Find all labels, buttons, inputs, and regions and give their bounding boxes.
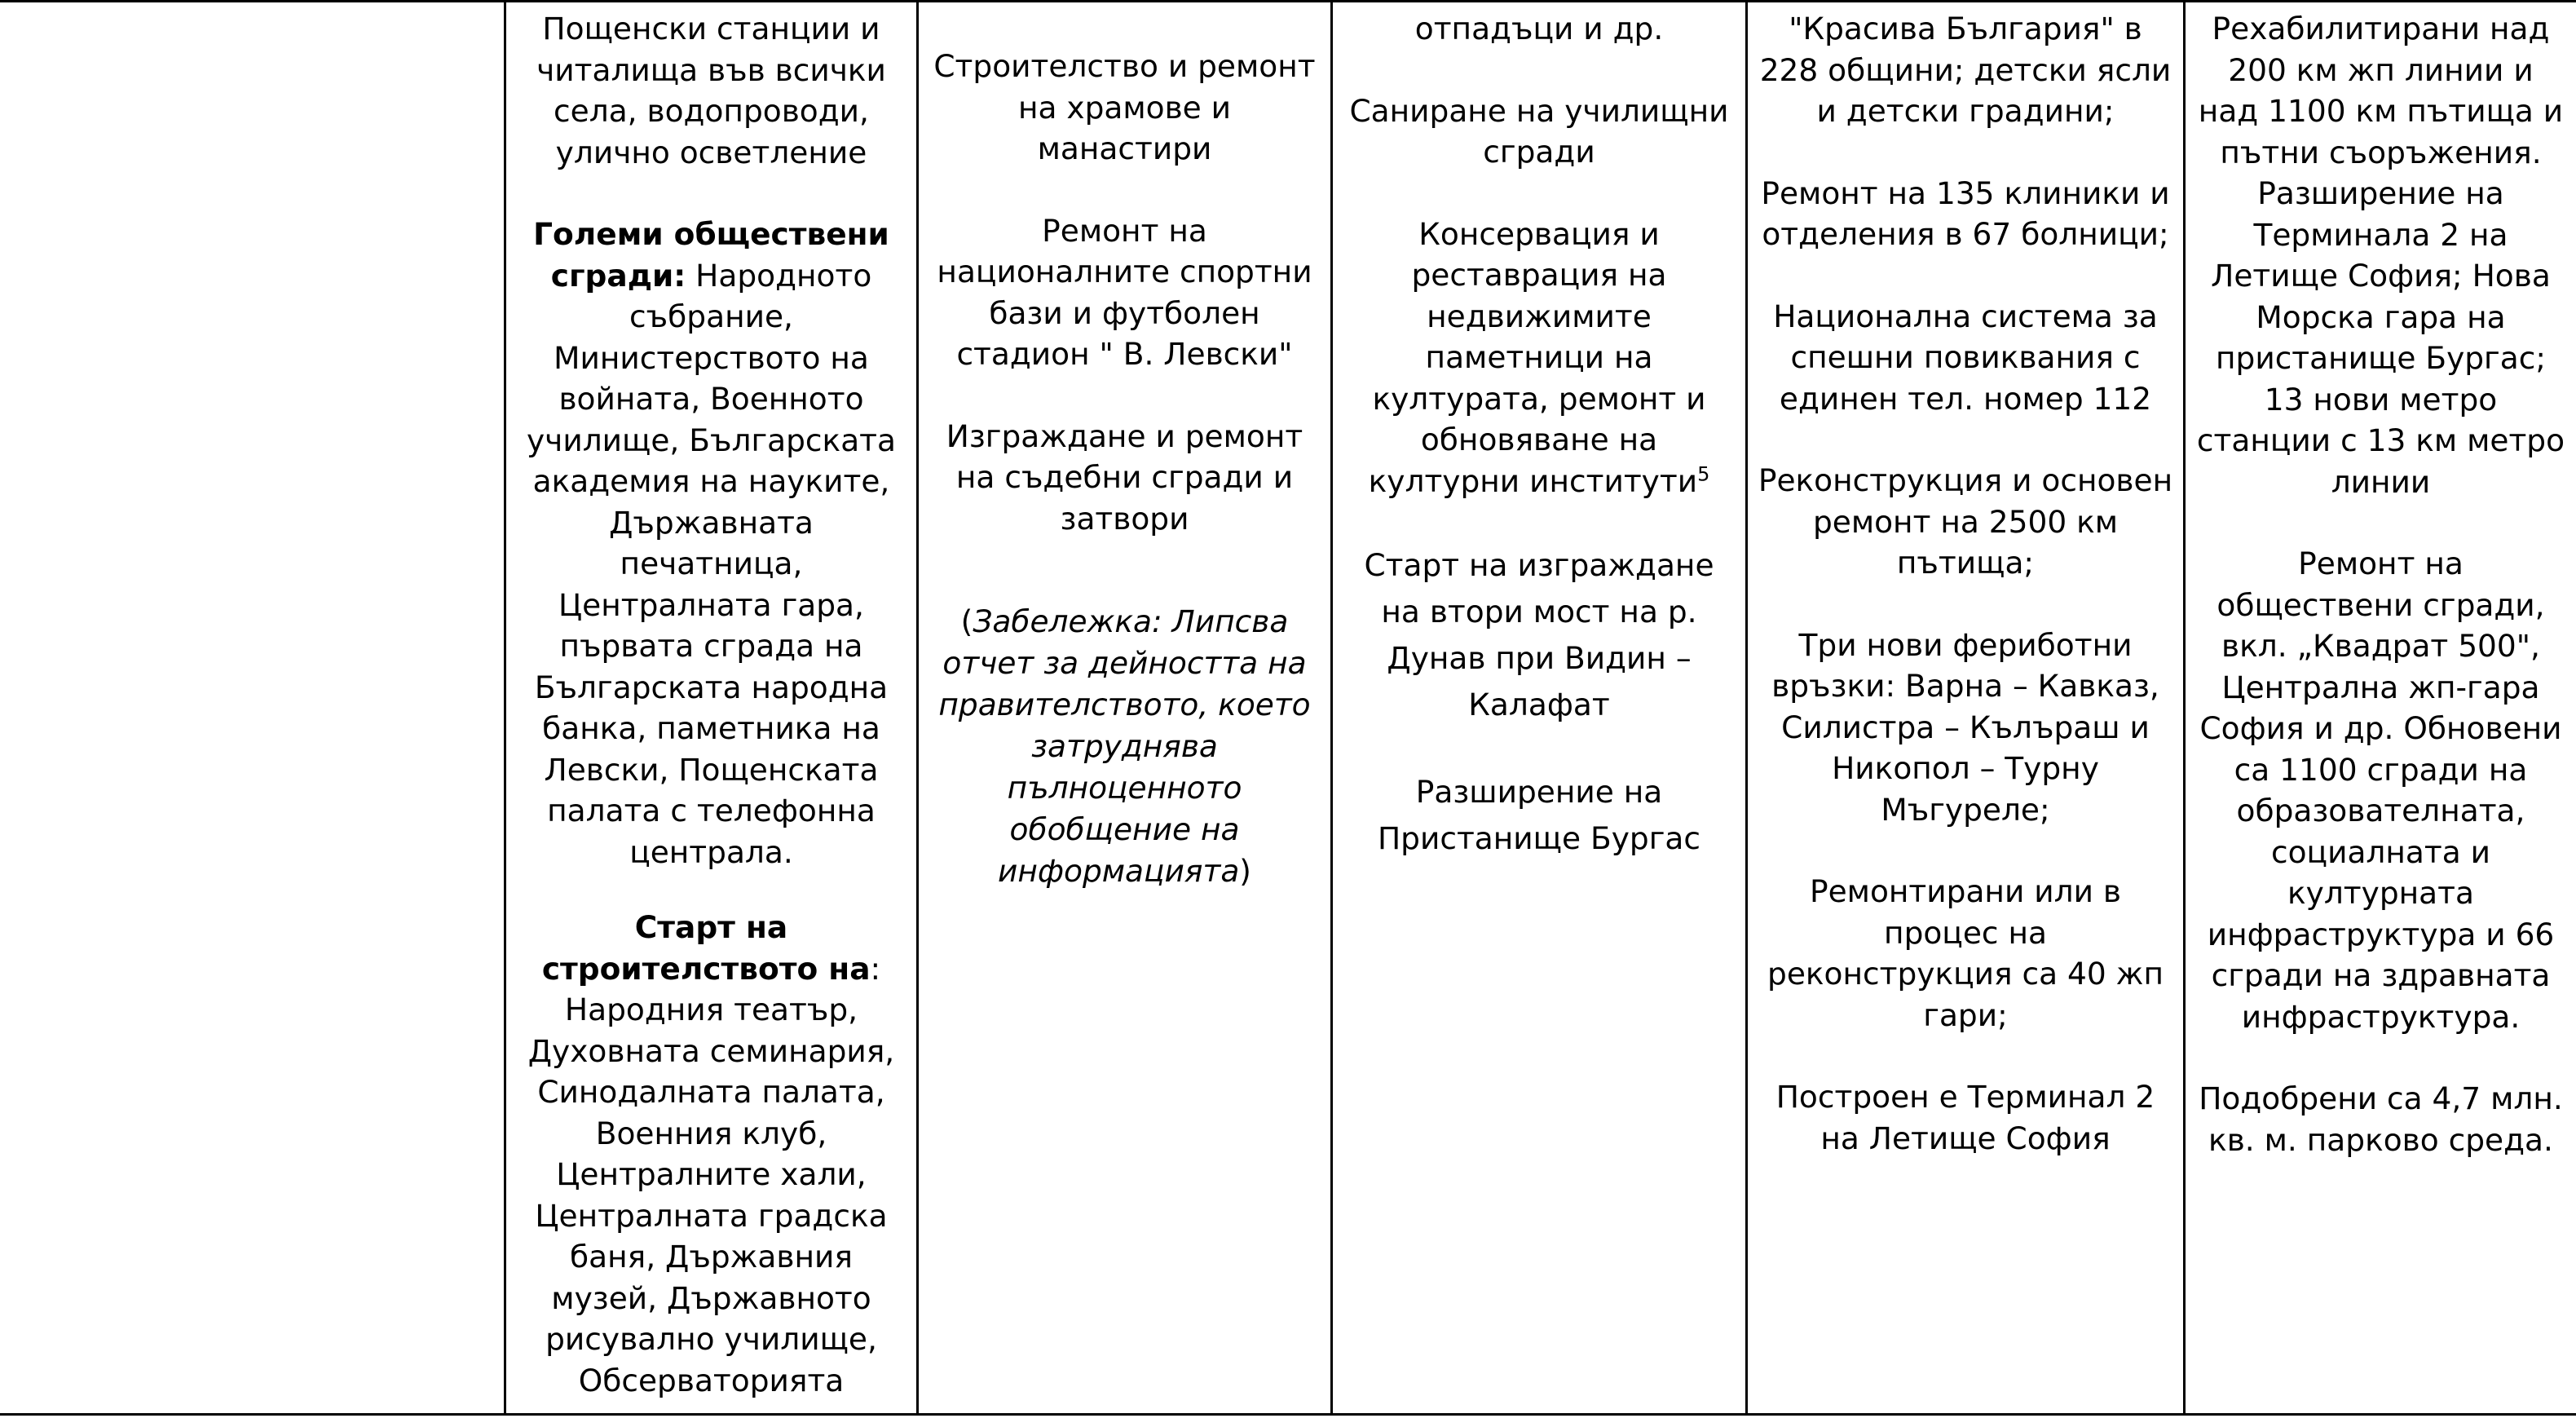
col2-paragraph-2-text: Народното събрание, Министерството на войната, Военното училище, Българската академия на науките, Държавната печатница, Централната гара, първата сграда на Българската народна банка, паметника на Левски, Пощенската палата с телефонна централа.	[526, 257, 897, 870]
col5-paragraph-5: Три нови фериботни връзки: Варна – Кавказ, Силистра – Кълъраш и Никопол – Турну Мъгуреле;	[1771, 626, 2159, 828]
col6-paragraph-2: Ремонт на обществени сгради, вкл. „Квадрат 500", Централна жп-гара София и др. Обновени са 1100 сгради на образователната, социалната и културната инфраструктура и 66 сгради на здравната инфраструктура.	[2199, 546, 2562, 1035]
col3-note-close-paren: )	[1239, 853, 1251, 889]
col3-note	[929, 601, 1321, 892]
col2-paragraph-2	[516, 214, 906, 873]
col4-paragraph-5: Разширение на Пристанище Бургас	[1377, 774, 1701, 856]
col3-paragraph-3: Изграждане и ремонт на съдебни сгради и затвори	[946, 417, 1303, 537]
table-cell-col2	[506, 0, 916, 1416]
col5-paragraph-1: "Красива България" в 228 общини; детски ясли и детски градини;	[1759, 11, 2172, 129]
col3-note-open-paren: (	[960, 603, 973, 639]
col3-paragraph-1: Строителство и ремонт на храмове и манастири	[933, 48, 1316, 166]
col3-paragraph-2: Ремонт на националните спортни бази и футболен стадион " В. Левски"	[937, 212, 1312, 372]
col5-paragraph-7: Построен е Терминал 2 на Летище София	[1775, 1079, 2155, 1156]
col5-paragraph-6: Ремонтирани или в процес на реконструкция са 40 жп гари;	[1767, 873, 2164, 1033]
col4-paragraph-1: отпадъци и др.	[1414, 11, 1664, 46]
col2-paragraph-3-text: : Народния театър, Духовната семинария, Синодалната палата, Военния клуб, Централните хали, Централната градска баня, Държавния музей, Държавното рисувално училище, Обсерваторията	[527, 950, 895, 1398]
col6-paragraph-3: Подобрени са 4,7 млн. кв. м. парково среда.	[2199, 1080, 2563, 1158]
col4-paragraph-2: Саниране на училищни сгради	[1349, 92, 1729, 170]
col2-paragraph-3-heading: Старт на строителството на	[541, 909, 871, 987]
table-cell-col4	[1333, 0, 1745, 1416]
col5-paragraph-4: Реконструкция и основен ремонт на 2500 км пътища;	[1758, 462, 2173, 581]
col5-paragraph-3: Национална система за спешни повиквания с единен тел. номер 112	[1773, 298, 2158, 417]
col4-paragraph-4: Старт на изграждане на втори мост на р. Дунав при Видин – Калафат	[1364, 547, 1714, 722]
col2-paragraph-2-heading: Големи обществени сгради:	[533, 216, 889, 294]
col3-note-text: Забележка: Липсва отчет за дейността на правителството, което затруднява пълноценното обобщение на информацията	[938, 603, 1311, 889]
table-cell-col5	[1748, 0, 2183, 1416]
footnote-marker: 5	[1697, 462, 1710, 485]
table-cell-col1	[0, 0, 504, 1416]
col6-paragraph-1: Рехабилитирани над 200 км жп линии и над 1100 км пътища и пътни съоръжения. Разширение на Терминала 2 на Летище София; Нова Морска гара на пристанище Бургас; 13 нови метро станции с 13 км метро линии	[2196, 11, 2565, 500]
col5-paragraph-2: Ремонт на 135 клиники и отделения в 67 болници;	[1761, 175, 2170, 252]
col2-paragraph-3	[516, 907, 906, 1401]
col4-paragraph-3-text: Консервация и реставрация на недвижимите паметници на културата, ремонт и обновяване на културни институти	[1368, 215, 1706, 499]
table-cell-col6	[2186, 0, 2576, 1416]
col2-paragraph-1: Пощенски станции и читалища във всички села, водопроводи, улично осветление	[536, 11, 886, 170]
col4-paragraph-3	[1343, 214, 1736, 502]
table-cell-col3	[919, 0, 1330, 1416]
